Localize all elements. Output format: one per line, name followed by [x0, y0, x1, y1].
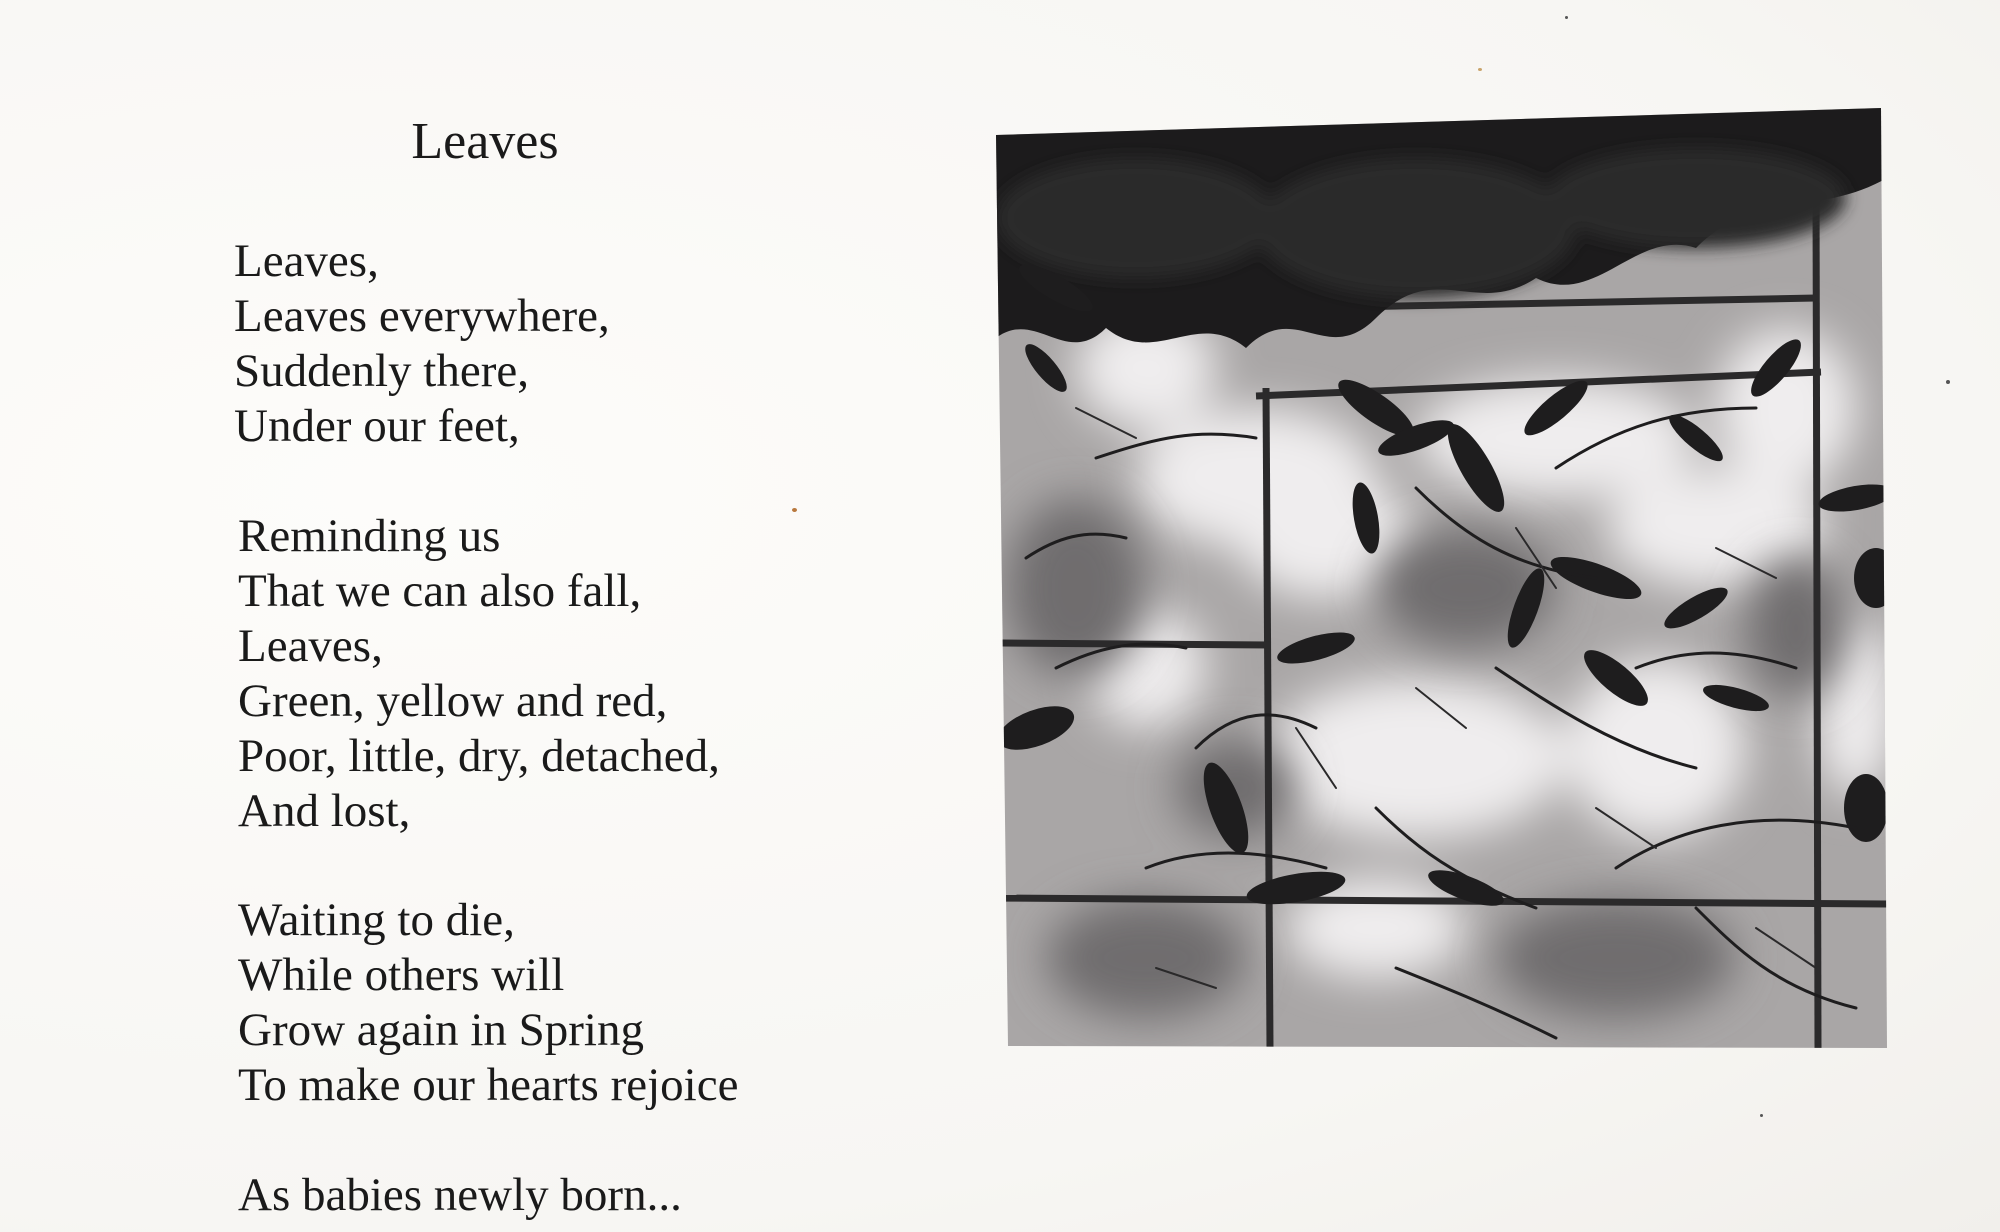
poem-line: To make our hearts rejoice	[238, 1059, 739, 1111]
poem-line: While others will	[238, 949, 565, 1001]
poem-line: Suddenly there,	[234, 345, 529, 397]
dust-speck	[1760, 1114, 1763, 1117]
poem-line: Poor, little, dry, detached,	[238, 730, 720, 782]
stanza-2	[238, 509, 720, 839]
poem-line: Under our feet,	[234, 400, 520, 452]
leaves-on-tiles-photo	[996, 108, 1887, 1048]
poem-line: Reminding us	[238, 510, 501, 562]
poem-line: And lost,	[238, 785, 411, 837]
stanza-4	[238, 1168, 682, 1223]
dust-speck	[1946, 380, 1950, 384]
poem-line: Green, yellow and red,	[238, 675, 668, 727]
poem-line: Waiting to die,	[238, 894, 515, 946]
dust-speck	[1565, 16, 1568, 19]
poem-line: That we can also fall,	[238, 565, 642, 617]
stanza-3	[238, 893, 738, 1113]
poem-title: Leaves	[411, 113, 559, 170]
poem-line: As babies newly born...	[238, 1169, 682, 1221]
stanza-1	[234, 234, 610, 454]
poem-line: Leaves everywhere,	[234, 290, 610, 342]
poem-line: Leaves,	[234, 235, 379, 287]
dust-speck	[792, 508, 797, 512]
poem-line: Grow again in Spring	[238, 1004, 644, 1056]
poem-line: Leaves,	[238, 620, 383, 672]
dust-speck	[1478, 68, 1482, 71]
